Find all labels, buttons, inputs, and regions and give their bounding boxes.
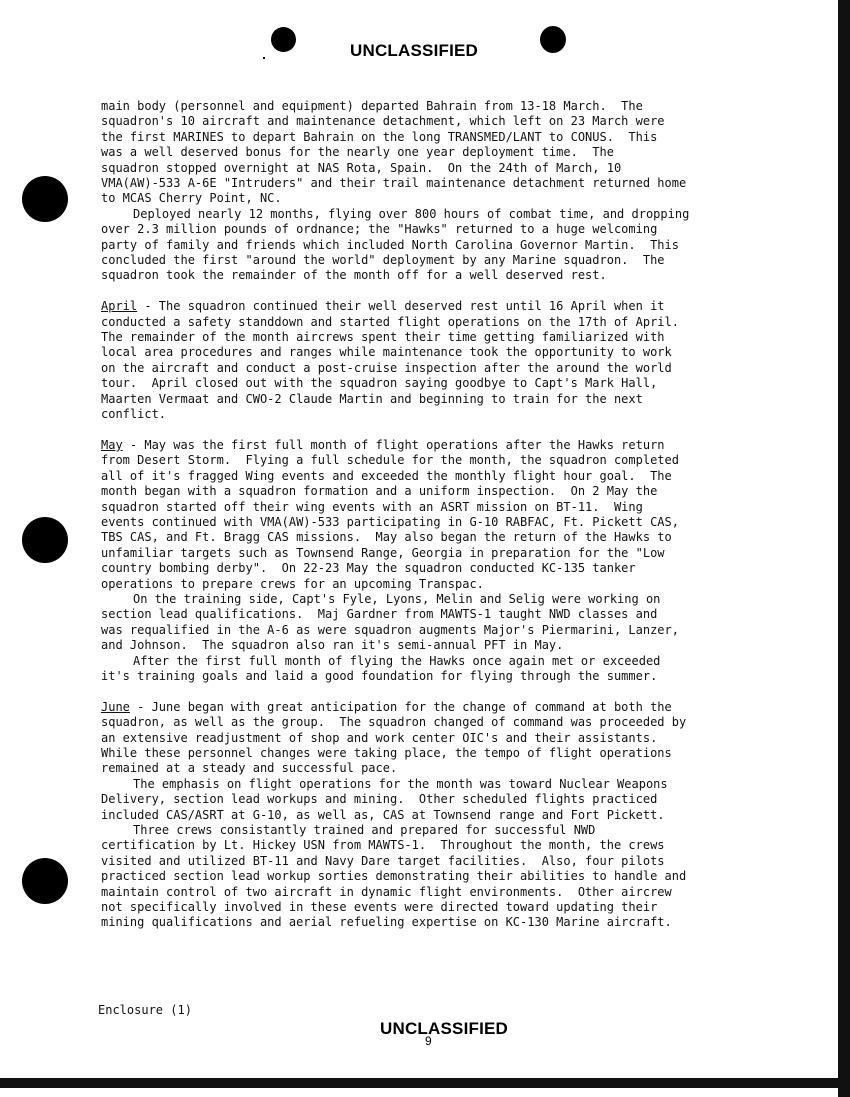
text-line xyxy=(101,438,781,453)
header-classification: UNCLASSIFIED xyxy=(350,41,479,60)
header-dot-right xyxy=(540,26,566,53)
header-dot-left xyxy=(271,27,296,52)
text-line: squadron took the remainder of the month off for a well deserved rest. xyxy=(101,268,607,283)
scan-speck xyxy=(263,57,265,59)
paragraph-march xyxy=(101,99,781,207)
text-line: The emphasis on flight operations for the month was toward Nuclear Weapons xyxy=(133,776,668,791)
punch-hole-middle xyxy=(22,517,68,563)
text-line: squadron's 10 aircraft and maintenance detachment, which left on 23 March were xyxy=(101,114,665,129)
paragraph-april xyxy=(101,299,781,422)
june-heading: June xyxy=(101,699,130,714)
text-line: remained at a steady and successful pace. xyxy=(101,761,398,776)
text-line: was a well deserved bonus for the nearly one year deployment time. The xyxy=(101,145,614,160)
text-line: TBS CAS, and Ft. Bragg CAS missions. May also began the return of the Hawks to xyxy=(101,530,672,545)
paragraph-deployment xyxy=(101,207,781,284)
page-number: 9 xyxy=(425,1034,432,1048)
text-line: the first MARINES to depart Bahrain on the long TRANSMED/LANT to CONUS. This xyxy=(101,129,658,144)
text-line: it's training goals and laid a good foundation for flying through the summer. xyxy=(101,669,658,683)
text-line: was requalified in the A-6 as were squadron augments Major's Piermarini, Lanzer, xyxy=(101,622,679,637)
text-line: to MCAS Cherry Point, NC. xyxy=(101,191,282,206)
may-heading: May xyxy=(101,437,123,452)
page-edge-bottom xyxy=(0,1078,850,1088)
text-line: Maarten Vermaat and CWO-2 Claude Martin and beginning to train for the next xyxy=(101,391,643,406)
text-line: tour. April closed out with the squadron saying goodbye to Capt's Mark Hall, xyxy=(101,376,658,391)
text-line: month began with a squadron formation and a uniform inspection. On 2 May the xyxy=(101,484,658,499)
text-line: on the aircraft and conduct a post-cruise inspection after the around the world xyxy=(101,360,672,375)
text-line xyxy=(101,700,781,715)
text-line: concluded the first "around the world" deployment by any Marine squadron. The xyxy=(101,253,665,268)
text-line: section lead qualifications. Maj Gardner from MAWTS-1 taught NWD classes and xyxy=(101,607,658,622)
text-line: After the first full month of flying the Hawks once again met or exceeded xyxy=(133,653,661,668)
text-line: included CAS/ASRT at G-10, as well as, CAS at Townsend range and Fort Pickett. xyxy=(101,807,665,822)
punch-hole-bottom xyxy=(22,858,68,904)
text-line: party of family and friends which included North Carolina Governor Martin. This xyxy=(101,237,679,252)
text-line: Delivery, section lead workups and mining. Other scheduled flights practiced xyxy=(101,792,658,807)
text-line: The remainder of the month aircrews spent their time getting familiarized with xyxy=(101,330,665,345)
text-line: local area procedures and ranges while maintenance took the opportunity to work xyxy=(101,345,672,360)
text-line: an extensive readjustment of shop and work center OIC's and their assistants. xyxy=(101,730,658,745)
text-line: over 2.3 million pounds of ordnance; the "Hawks" returned to a huge welcoming xyxy=(101,222,658,237)
punch-hole-top xyxy=(22,176,68,222)
may-lead: - May was the first full month of flight operations after the Hawks return xyxy=(122,437,665,452)
april-lead: - The squadron continued their well deserved rest until 16 April when it xyxy=(137,299,665,314)
paragraph-june xyxy=(101,700,781,931)
enclosure-label: Enclosure (1) xyxy=(98,1003,192,1017)
text-line: main body (personnel and equipment) departed Bahrain from 13-18 March. The xyxy=(101,99,643,113)
text-line: country bombing derby". On 22-23 May the squadron conducted KC-135 tanker xyxy=(101,561,636,576)
text-line: not specifically involved in these events were directed toward updating their xyxy=(101,900,658,915)
text-line: all of it's fragged Wing events and exceeded the monthly flight hour goal. The xyxy=(101,468,672,483)
text-line: events continued with VMA(AW)-533 participating in G-10 RABFAC, Ft. Pickett CAS, xyxy=(101,514,679,529)
text-line: While these personnel changes were taking place, the tempo of flight operations xyxy=(101,746,672,761)
footer-classification: UNCLASSIFIED xyxy=(380,1019,509,1038)
text-line xyxy=(101,299,781,314)
text-line: squadron started off their wing events with an ASRT mission on BT-11. Wing xyxy=(101,499,643,514)
text-line: practiced section lead workup sorties demonstrating their abilities to handle and xyxy=(101,869,687,884)
text-line: maintain control of two aircraft in dynamic flight environments. Other aircrew xyxy=(101,884,672,899)
june-lead: - June began with great anticipation for the change of command at both the xyxy=(129,699,672,714)
text-line: unfamiliar targets such as Townsend Range, Georgia in preparation for the "Low xyxy=(101,545,665,560)
text-line: conflict. xyxy=(101,407,167,422)
text-line: operations to prepare crews for an upcoming Transpac. xyxy=(101,576,484,591)
text-line: Three crews consistantly trained and prepared for successful NWD xyxy=(133,823,596,838)
text-line: Deployed nearly 12 months, flying over 800 hours of combat time, and dropping xyxy=(133,206,690,221)
paragraph-may xyxy=(101,438,781,685)
text-line: conducted a safety standdown and started flight operations on the 17th of April. xyxy=(101,314,679,329)
text-line: VMA(AW)-533 A-6E "Intruders" and their trail maintenance detachment returned home xyxy=(101,176,687,191)
page-edge-right xyxy=(838,0,850,1097)
text-line: mining qualifications and aerial refueling expertise on KC-130 Marine aircraft. xyxy=(101,915,672,930)
text-line: visited and utilized BT-11 and Navy Dare target facilities. Also, four pilots xyxy=(101,853,665,868)
text-line: and Johnson. The squadron also ran it's semi-annual PFT in May. xyxy=(101,638,564,653)
text-line: squadron, as well as the group. The squadron changed of command was proceeded by xyxy=(101,715,687,730)
text-line: squadron stopped overnight at NAS Rota, Spain. On the 24th of March, 10 xyxy=(101,160,622,175)
april-heading: April xyxy=(101,299,138,314)
text-line: from Desert Storm. Flying a full schedule for the month, the squadron completed xyxy=(101,453,679,468)
text-line: On the training side, Capt's Fyle, Lyons, Melin and Selig were working on xyxy=(133,591,661,606)
document-body xyxy=(101,99,781,931)
text-line: certification by Lt. Hickey USN from MAWTS-1. Throughout the month, the crews xyxy=(101,838,665,853)
